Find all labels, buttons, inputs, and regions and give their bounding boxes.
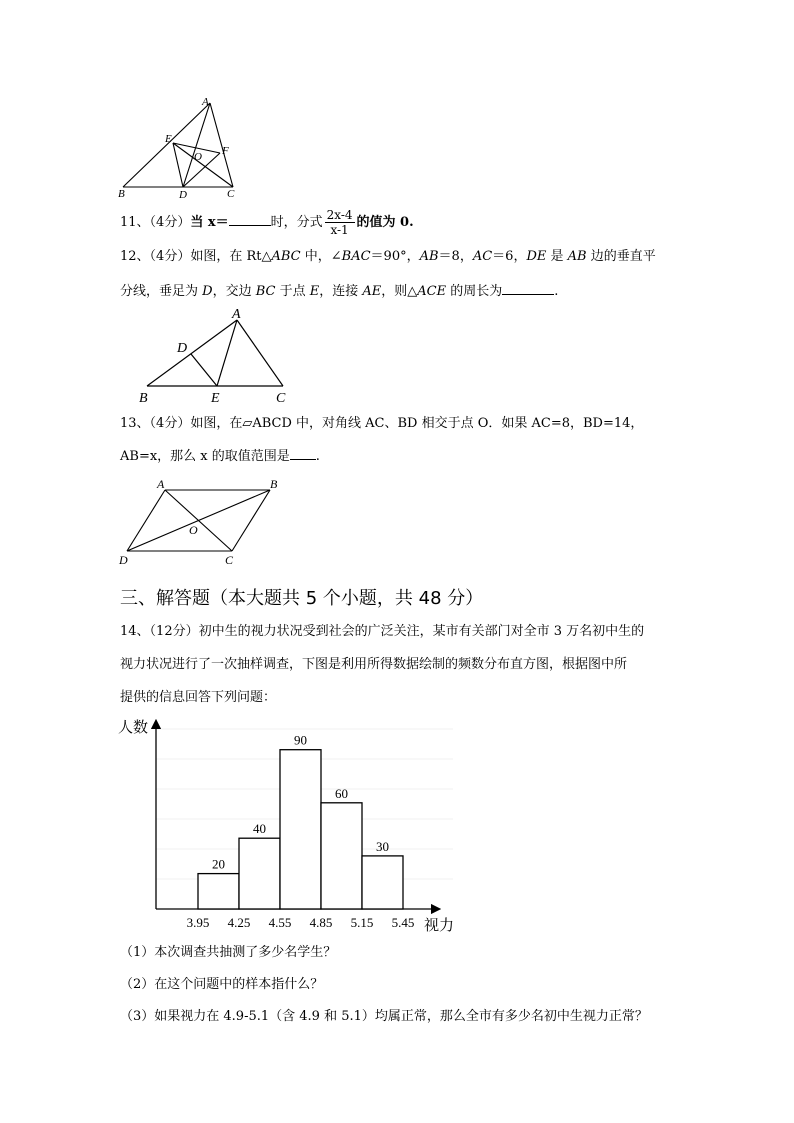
label-f: F	[222, 145, 229, 157]
label-c: C	[276, 391, 286, 404]
q12-text: ＝6，	[492, 249, 527, 264]
bar-value-label: 40	[253, 821, 266, 837]
question-12-line-1	[120, 247, 656, 267]
q11-pre: 当 x＝	[190, 215, 229, 230]
figure-right-triangle-abc	[135, 304, 305, 404]
q12-ae: AE	[362, 284, 382, 299]
q13-text: 如图，在▱ABCD 中，对角线 AC、BD 相交于点 O．如果 AC=8，BD=14，	[190, 416, 644, 431]
label-o: O	[189, 523, 198, 537]
q14-score: （12分）	[149, 624, 199, 639]
q12-text: 是	[546, 249, 568, 264]
histogram-bar	[239, 838, 280, 909]
q12-number: 12、	[120, 249, 150, 264]
figure-parallelogram-abcd	[115, 474, 290, 569]
q12-ac: AC	[472, 249, 493, 264]
label-b: B	[139, 391, 148, 404]
label-b: B	[118, 188, 125, 200]
q12-text: ，交边	[212, 284, 256, 299]
q12-score: （4分）	[149, 249, 191, 264]
q11-fraction-numerator: 2x-4	[326, 208, 353, 222]
label-b: B	[270, 477, 278, 491]
q14-number: 14、	[120, 624, 150, 639]
section-title: 三、解答题（本大题共 5 个小题，共 48 分）	[120, 588, 484, 609]
q13-number: 13、	[120, 416, 150, 431]
histogram-bar	[321, 803, 362, 909]
q12-text: ，连接	[319, 284, 363, 299]
q11-fraction	[325, 208, 355, 237]
q12-text: ＝90°，	[370, 249, 420, 264]
q12-text: 的周长为	[446, 284, 503, 299]
histogram-bar	[198, 874, 239, 909]
q12-d: D	[202, 284, 213, 299]
q14-text: 初中生的视力状况受到社会的广泛关注，某市有关部门对全市 3 万名初中生的	[198, 624, 645, 639]
q11-fraction-denominator: x-1	[330, 223, 349, 237]
q12-text: 于点	[275, 284, 310, 299]
q12-text: 中，∠	[300, 249, 342, 264]
label-c: C	[227, 188, 235, 200]
q12-text: 分线，垂足为	[120, 284, 203, 299]
q11-answer-blank[interactable]	[229, 211, 271, 226]
bar-value-label: 20	[212, 856, 225, 872]
question-13-line-1	[120, 414, 643, 434]
histogram-bar	[280, 750, 321, 909]
question-11	[120, 205, 414, 241]
q12-de: DE	[526, 249, 547, 264]
label-o: O	[194, 151, 202, 163]
x-tick-label: 4.85	[309, 915, 333, 930]
q12-e: E	[309, 284, 320, 299]
histogram-chart	[118, 712, 463, 937]
x-axis-label: 视力	[424, 918, 455, 934]
q12-ace: ACE	[417, 284, 447, 299]
q12-text: .	[554, 284, 559, 299]
question-14-line-2: 视力状况进行了一次抽样调查，下图是利用所得数据绘制的频数分布直方图，根据图中所	[120, 657, 628, 672]
label-e: E	[165, 133, 172, 145]
x-tick-label: 5.15	[350, 915, 374, 930]
y-axis-label: 人数	[118, 720, 149, 736]
figure-triangle-eofd	[115, 95, 245, 200]
question-14-line-1	[120, 622, 644, 642]
q14-subquestion-1: （1）本次调查共抽测了多少名学生？	[120, 945, 337, 960]
question-13-line-2	[120, 445, 320, 467]
label-d: D	[179, 189, 187, 200]
label-e: E	[211, 391, 220, 404]
q12-text: ＝8，	[438, 249, 473, 264]
label-a: A	[232, 307, 241, 322]
q13-text: AB=x，那么 x 的取值范围是	[120, 449, 290, 464]
label-a: A	[157, 477, 165, 491]
q11-mid: 时，分式	[270, 215, 323, 230]
q12-bac: BAC	[341, 249, 371, 264]
x-tick-label: 4.55	[268, 915, 292, 930]
q13-answer-blank[interactable]	[290, 445, 316, 460]
x-tick-label: 4.25	[227, 915, 251, 930]
question-14-line-3: 提供的信息回答下列问题：	[120, 690, 277, 705]
q14-subquestion-2: （2）在这个问题中的样本指什么？	[120, 977, 324, 992]
q12-abc: ABC	[271, 249, 301, 264]
bar-value-label: 90	[294, 732, 307, 748]
q12-answer-blank[interactable]	[502, 280, 554, 295]
q12-text: ，则△	[381, 284, 418, 299]
q12-text: 如图，在 Rt△	[190, 249, 272, 264]
q14-subquestion-3: （3）如果视力在 4.9-5.1（含 4.9 和 5.1）均属正常，那么全市有多少名初中生视力正常？	[120, 1009, 648, 1024]
bar-value-label: 60	[335, 785, 348, 801]
q11-post: 的值为 0.	[356, 215, 414, 230]
label-d: D	[119, 553, 128, 567]
q13-score: （4分）	[149, 416, 191, 431]
q12-ab: AB	[419, 249, 439, 264]
question-12-line-2	[120, 280, 558, 302]
label-d: D	[177, 341, 188, 356]
bar-value-label: 30	[376, 838, 389, 854]
q12-bc: BC	[255, 284, 276, 299]
x-tick-label: 3.95	[186, 915, 210, 930]
label-c: C	[225, 553, 234, 567]
q11-score: （4分）	[149, 215, 191, 230]
q12-ab: AB	[567, 249, 587, 264]
label-a: A	[202, 96, 209, 108]
q11-number: 11、	[120, 215, 150, 230]
histogram-bar	[362, 856, 403, 909]
x-tick-label: 5.45	[391, 915, 415, 930]
q13-text: .	[315, 449, 320, 464]
q12-text: 边的垂直平	[586, 249, 656, 264]
